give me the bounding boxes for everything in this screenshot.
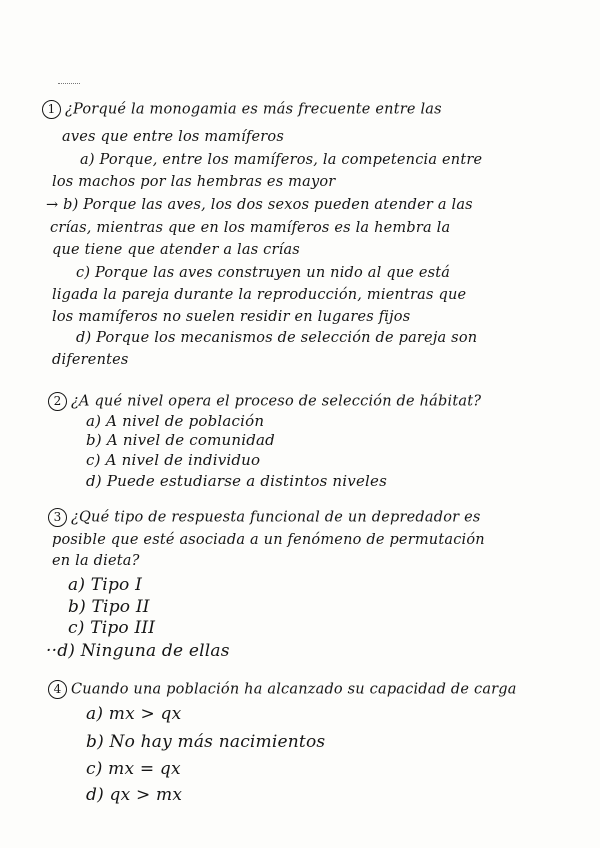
question-3-option-b: b) Tipo II <box>68 597 150 617</box>
question-4-option-c: c) mx = qx <box>86 759 181 779</box>
question-3-line-3: en la dieta? <box>52 553 140 569</box>
question-1-line-1 <box>42 100 442 119</box>
header-mark <box>58 80 80 84</box>
question-1-line-2: aves que entre los mamíferos <box>62 129 284 145</box>
question-1-text: ¿Porqué la monogamia es más frecuente entre las <box>65 101 442 118</box>
question-1-option-a-line-1: a) Porque, entre los mamíferos, la competencia entre <box>80 152 483 168</box>
question-1-option-b-line-1: → b) Porque las aves, los dos sexos pueden atender a las <box>46 197 473 213</box>
question-1-option-d-line-2: diferentes <box>52 352 129 368</box>
question-4-option-a: a) mx > qx <box>86 704 182 724</box>
question-3-option-d: ··d) Ninguna de ellas <box>46 641 230 661</box>
question-1-option-b-line-2: crías, mientras que en los mamíferos es la hembra la <box>50 220 451 236</box>
question-3-line-2: posible que esté asociada a un fenómeno de permutación <box>52 532 485 548</box>
question-1-number: 1 <box>42 100 61 119</box>
question-2-option-b: b) A nivel de comunidad <box>86 431 275 449</box>
question-1-option-c-line-3: los mamíferos no suelen residir en lugares fijos <box>52 309 411 325</box>
question-3-text: ¿Qué tipo de respuesta funcional de un depredador es <box>71 509 481 526</box>
question-3-option-c: c) Tipo III <box>68 618 156 638</box>
question-2-option-a: a) A nivel de población <box>86 412 265 430</box>
question-2-line-1 <box>48 392 481 411</box>
question-3-line-1 <box>48 508 481 527</box>
question-4-line-1 <box>48 680 517 699</box>
question-1-option-c-line-2: ligada la pareja durante la reproducción, mientras que <box>52 287 467 303</box>
question-2-option-c: c) A nivel de individuo <box>86 451 261 469</box>
question-4-text: Cuando una población ha alcanzado su capacidad de carga <box>71 681 517 698</box>
question-3-number: 3 <box>48 508 67 527</box>
question-4-number: 4 <box>48 680 67 699</box>
question-4-option-d: d) qx > mx <box>86 785 183 805</box>
question-2-number: 2 <box>48 392 67 411</box>
question-2-option-d: d) Puede estudiarse a distintos niveles <box>86 472 388 490</box>
question-1-option-c-line-1: c) Porque las aves construyen un nido al que está <box>76 265 451 281</box>
question-1-option-b-line-3: que tiene que atender a las crías <box>52 242 300 258</box>
question-2-text: ¿A qué nivel opera el proceso de selección de hábitat? <box>71 393 482 410</box>
question-1-option-a-line-2: los machos por las hembras es mayor <box>52 174 336 190</box>
question-1-option-d-line-1: d) Porque los mecanismos de selección de pareja son <box>76 330 478 346</box>
question-3-option-a: a) Tipo I <box>68 575 142 595</box>
question-4-option-b: b) No hay más nacimientos <box>86 732 326 752</box>
